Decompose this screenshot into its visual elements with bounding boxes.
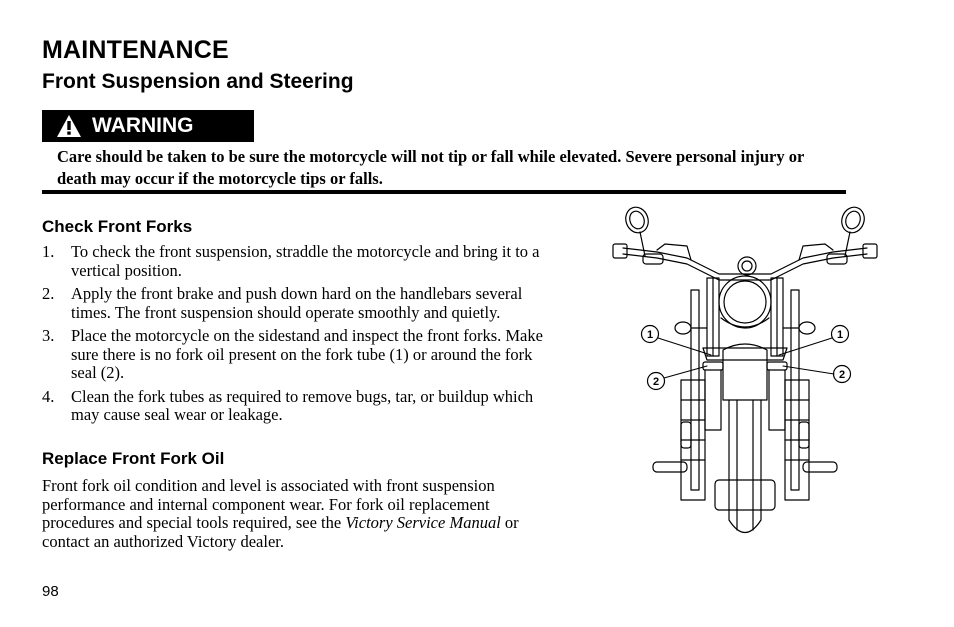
fork-seals (703, 362, 787, 430)
check-front-forks-heading: Check Front Forks (42, 217, 193, 236)
step-number: 3. (42, 326, 55, 345)
warning-text: Care should be taken to be sure the motorcycle will not tip or fall while elevated. Severe personal injury or death may occur if the motorcycle tips or falls. (57, 147, 805, 188)
replace-front-fork-oil-text (42, 477, 562, 551)
page-subtitle: Front Suspension and Steering (42, 70, 354, 93)
callout-label: 2 (652, 376, 660, 388)
callout-fork-seal-left (648, 366, 708, 390)
warning-label-text: WARNING (92, 114, 194, 137)
step-number: 2. (42, 284, 55, 303)
list-item (42, 285, 557, 322)
speedometer (738, 257, 756, 275)
step-number: 1. (42, 242, 55, 261)
body-text: Front fork oil condition and level is associated with front suspension performance and internal component wear. For fork oil replacement procedures and special tools required, see the (42, 476, 495, 532)
step-text: Clean the fork tubes as required to remove bugs, tar, or buildup which may cause seal wear or leakage. (71, 386, 534, 424)
headlight (719, 276, 771, 328)
list-item (42, 243, 557, 280)
body-text: or contact an authorized Victory dealer. (42, 513, 519, 551)
step-text: Apply the front brake and push down hard on the handlebars several times. The front suspension should operate smoothly and quietly. (71, 284, 523, 322)
callout-fork-tube-right (779, 326, 849, 356)
callout-fork-tube-left (642, 326, 712, 356)
list-item (42, 388, 557, 425)
warning-divider (42, 190, 846, 194)
warning-label (42, 110, 254, 142)
step-number: 4. (42, 386, 55, 406)
check-front-forks-steps (42, 243, 557, 430)
front-wheel (723, 344, 767, 533)
callout-label: 2 (838, 369, 846, 381)
service-manual-title: Victory Service Manual (345, 513, 501, 532)
callout-label: 1 (836, 329, 844, 341)
list-item (42, 327, 557, 383)
section-title: MAINTENANCE (42, 36, 229, 64)
callout-label: 1 (646, 329, 654, 341)
step-text: To check the front suspension, straddle the motorcycle and bring it to a vertical position. (71, 242, 540, 280)
warning-triangle-icon (56, 114, 82, 138)
motorcycle-front-view-illustration (595, 200, 895, 545)
step-text: Place the motorcycle on the sidestand and inspect the front forks. Make sure there is no fork oil present on the fork tube (1) or around the fork seal (2). (71, 326, 543, 382)
replace-front-fork-oil-heading: Replace Front Fork Oil (42, 449, 225, 468)
page-number: 98 (42, 583, 59, 600)
triple-clamp (703, 348, 787, 360)
